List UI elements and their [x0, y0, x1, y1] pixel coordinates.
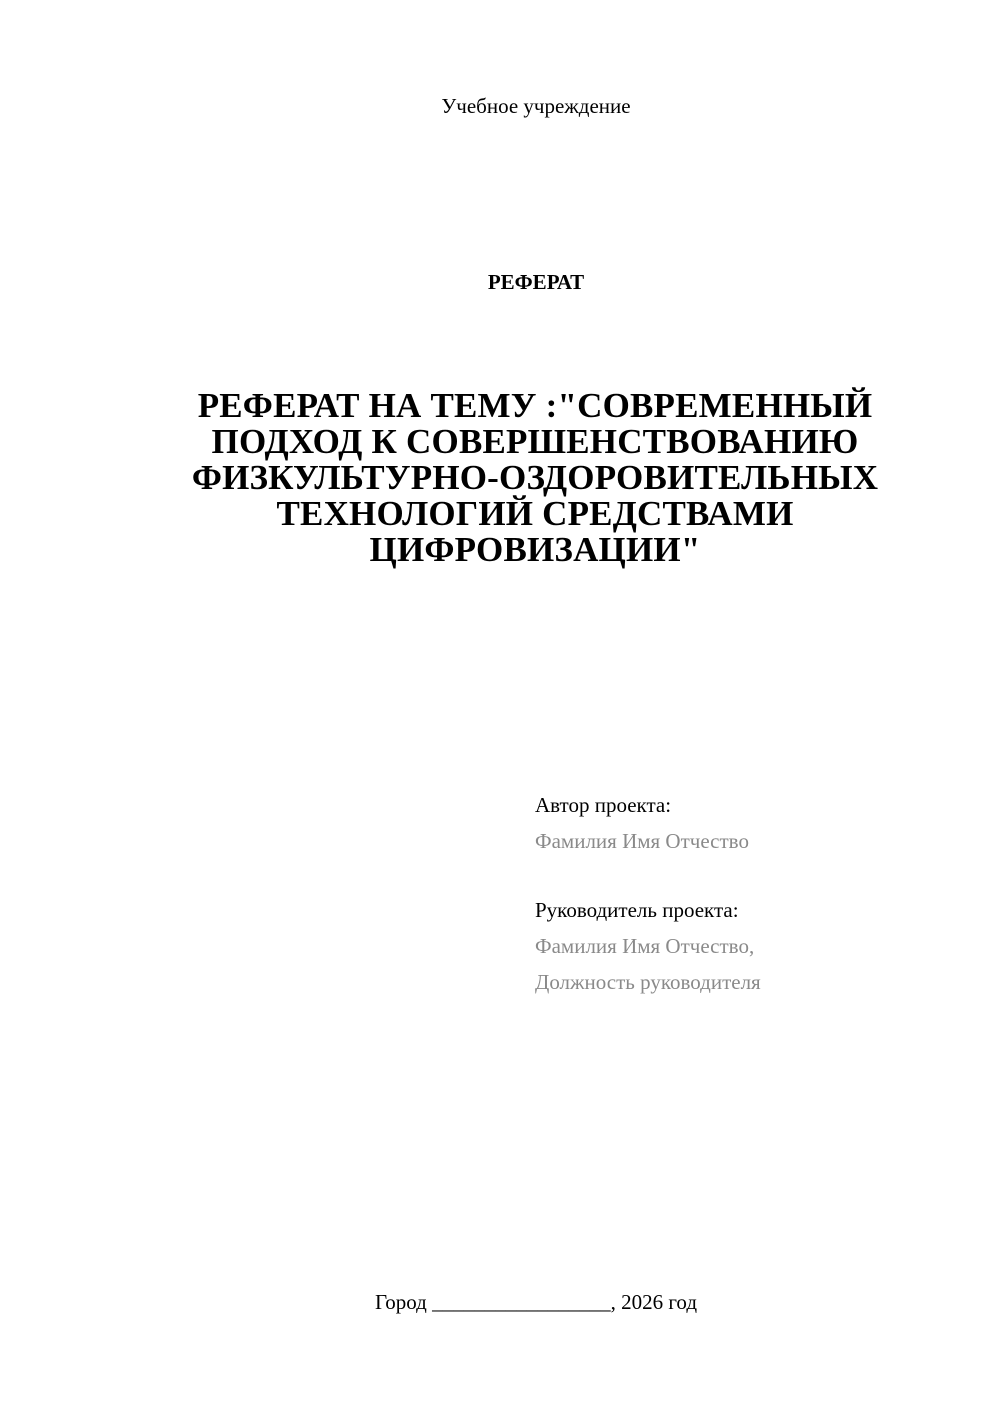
institution-name: Учебное учреждение — [441, 94, 631, 118]
document-title — [140, 388, 930, 568]
city-year-line: Город _________________, 2026 год — [374, 1290, 698, 1314]
document-type: РЕФЕРАТ — [487, 270, 585, 294]
supervisor-label: Руководитель проекта: — [535, 898, 739, 922]
title-line: ФИЗКУЛЬТУРНО-ОЗДОРОВИТЕЛЬНЫХ — [191, 458, 879, 497]
title-line: ПОДХОД К СОВЕРШЕНСТВОВАНИЮ — [211, 422, 859, 461]
supervisor-position: Должность руководителя — [535, 970, 761, 994]
title-line: ЦИФРОВИЗАЦИИ" — [369, 530, 701, 569]
title-line: РЕФЕРАТ НА ТЕМУ :"СОВРЕМЕННЫЙ — [197, 386, 873, 425]
supervisor-block — [535, 892, 975, 1000]
author-name: Фамилия Имя Отчество — [535, 829, 749, 853]
title-line: ТЕХНОЛОГИЙ СРЕДСТВАМИ — [276, 494, 794, 533]
author-block — [535, 787, 975, 859]
supervisor-name: Фамилия Имя Отчество, — [535, 934, 755, 958]
author-label: Автор проекта: — [535, 793, 672, 817]
